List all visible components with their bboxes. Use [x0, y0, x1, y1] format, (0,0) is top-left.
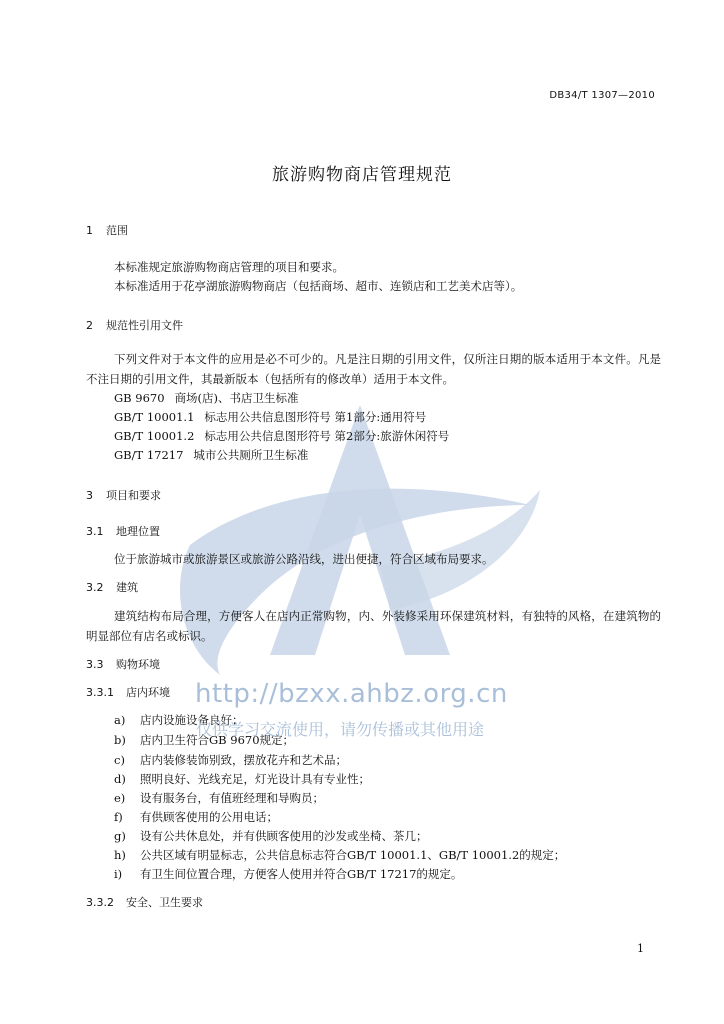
section-number: 1 [86, 224, 93, 237]
section-1-heading [86, 222, 128, 238]
list-text: 设有服务台，有值班经理和导购员； [140, 791, 324, 805]
section-title: 地理位置 [116, 525, 160, 538]
section-title: 安全、卫生要求 [126, 896, 203, 909]
list-text: 设有公共休息处，并有供顾客使用的沙发或坐椅、茶几； [140, 829, 428, 843]
section-number: 3.3.2 [86, 896, 114, 909]
section-title: 范围 [106, 224, 128, 237]
section-3-3-heading [86, 656, 160, 672]
reference-title: 标志用公共信息图形符号 第2部分:旅游休闲符号 [204, 429, 450, 443]
list-marker: h) [114, 848, 126, 862]
section-3-3-1-heading [86, 684, 170, 700]
section-3-3-2-heading [86, 894, 203, 910]
list-item [114, 790, 324, 806]
list-text: 店内设施设备良好； [140, 713, 244, 727]
section-title: 店内环境 [126, 686, 170, 699]
list-marker: e) [114, 791, 126, 805]
list-text: 照明良好、光线充足，灯光设计具有专业性； [140, 772, 370, 786]
document-title: 旅游购物商店管理规范 [272, 165, 452, 185]
watermark-url: http://bzxx.ahbz.org.cn [195, 679, 508, 709]
section-title: 购物环境 [116, 658, 160, 671]
reference-title: 标志用公共信息图形符号 第1部分:通用符号 [204, 410, 427, 424]
paragraph: 本标准适用于花亭湖旅游购物商店（包括商场、超市、连锁店和工艺美术店等）。 [114, 279, 523, 293]
list-marker: a) [114, 713, 126, 727]
section-number: 3.2 [86, 581, 104, 594]
reference-item [114, 390, 299, 406]
reference-title: 城市公共厕所卫生标准 [193, 448, 309, 462]
list-text: 店内卫生符合GB 9670规定； [140, 733, 295, 747]
page-number: 1 [637, 942, 644, 955]
paragraph: 本标准规定旅游购物商店管理的项目和要求。 [114, 260, 344, 274]
list-text: 有卫生间位置合理，方便客人使用并符合GB/T 17217的规定。 [140, 867, 463, 881]
list-text: 有供顾客使用的公用电话； [140, 810, 278, 824]
paragraph: 下列文件对于本文件的应用是必不可少的。凡是注日期的引用文件，仅所注日期的版本适用于本文件。凡是不注日期的引用文件，其最新版本（包括所有的修改单）适用于本文件。 [86, 352, 661, 386]
paragraph: 位于旅游城市或旅游景区或旅游公路沿线，进出便捷，符合区域布局要求。 [114, 552, 494, 566]
list-item [114, 847, 565, 863]
section-title: 规范性引用文件 [106, 319, 183, 332]
reference-item [114, 428, 449, 444]
reference-code: GB/T 17217 [114, 448, 184, 462]
list-text: 公共区域有明显标志，公共信息标志符合GB/T 10001.1、GB/T 10001.2的规定； [140, 848, 566, 862]
section-number: 3 [86, 489, 93, 502]
document-code: DB34/T 1307—2010 [549, 90, 655, 101]
section-number: 3.1 [86, 525, 104, 538]
section-3-1-heading [86, 523, 160, 539]
section-number: 3.3.1 [86, 686, 114, 699]
list-item [114, 771, 370, 787]
reference-item [114, 409, 426, 425]
section-title: 项目和要求 [106, 489, 161, 502]
section-title: 建筑 [116, 581, 138, 594]
watermark-note: 仅供学习交流使用，请勿传播或其他用途 [196, 720, 485, 739]
reference-item [114, 447, 308, 463]
section-2-heading [86, 317, 183, 333]
reference-code: GB/T 10001.2 [114, 429, 195, 443]
list-item [114, 866, 462, 882]
list-item [114, 828, 428, 844]
section-3-2-heading [86, 579, 138, 595]
list-marker: c) [114, 753, 125, 767]
list-marker: f) [114, 810, 123, 824]
list-marker: i) [114, 867, 123, 881]
list-text: 店内装修装饰别致，摆放花卉和艺术品； [140, 753, 347, 767]
section-number: 2 [86, 319, 93, 332]
paragraph: 建筑结构布局合理，方便客人在店内正常购物，内、外装修采用环保建筑材料，有独特的风格，在建筑物的明显部位有店名或标识。 [86, 609, 661, 643]
reference-code: GB/T 10001.1 [114, 410, 195, 424]
list-item [114, 809, 278, 825]
list-marker: d) [114, 772, 126, 786]
list-marker: b) [114, 733, 126, 747]
reference-title: 商场(店)、书店卫生标准 [174, 391, 299, 405]
section-number: 3.3 [86, 658, 104, 671]
section-3-heading [86, 487, 161, 503]
reference-code: GB 9670 [114, 391, 165, 405]
list-marker: g) [114, 829, 126, 843]
list-item [114, 752, 347, 768]
